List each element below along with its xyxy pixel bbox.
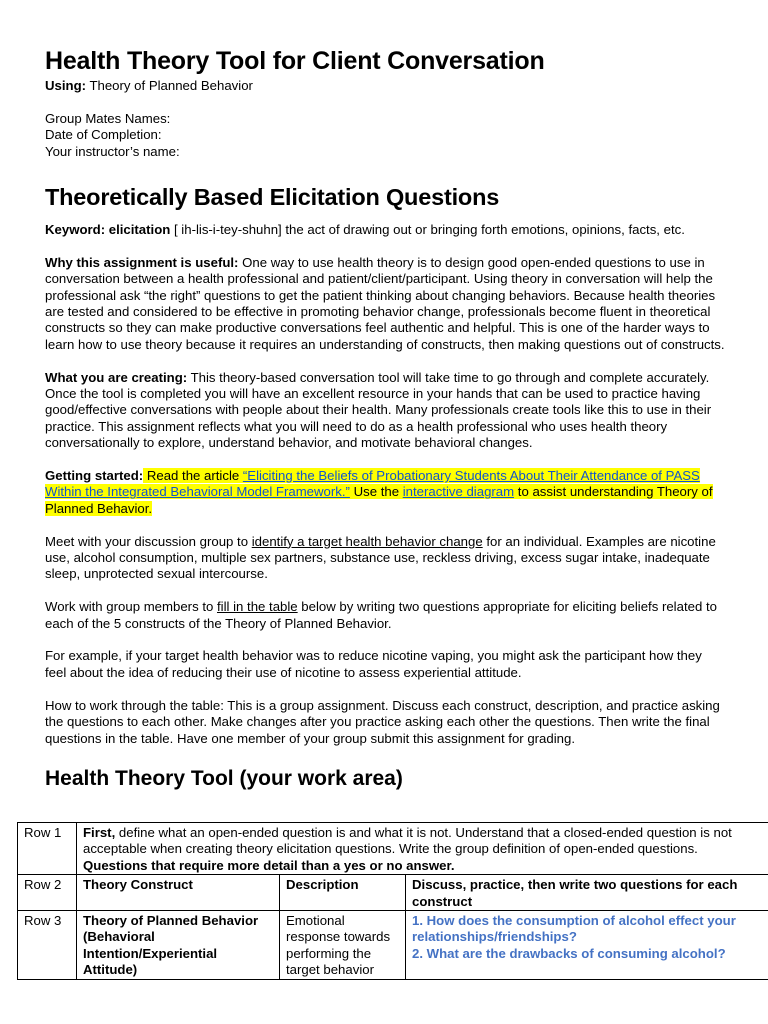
row1-text: define what an open-ended question is and what it is not. Understand that a closed-ended question is not acceptable when creating theory elicitation questions. Write the group definition of open-ended questions. <box>83 825 732 857</box>
section-heading-elicitation: Theoretically Based Elicitation Questions <box>45 184 500 211</box>
why-label: Why this assignment is useful: <box>45 254 239 270</box>
work-pre: Work with group members to <box>45 599 217 615</box>
meet-pre: Meet with your discussion group to <box>45 533 252 549</box>
header-discuss <box>406 875 768 911</box>
work-post: below by writing two questions appropriate for eliciting beliefs related to each of the 5 constructs of the Theory of Planned Behavior. <box>45 599 717 631</box>
howto-paragraph: How to work through the table: This is a group assignment. Discuss each construct, description, and practice asking the questions to each other. Make changes after you practice asking each other the questions. Then write the final questions in the table. Have one member of your group submit this assignment for grading. <box>45 697 720 746</box>
what-paragraph <box>45 370 725 452</box>
question-1: 1. How does the consumption of alcohol effect your relationships/friendships? <box>412 913 736 945</box>
keyword-paragraph <box>45 222 725 238</box>
article-link[interactable]: “Eliciting the Beliefs of Probationary Students About Their Attendance of PASS Within the Integrated Behavioral Model Framework.” <box>45 468 700 500</box>
header-theory-construct <box>77 875 280 911</box>
using-value: Theory of Planned Behavior <box>86 78 253 93</box>
page-title: Health Theory Tool for Client Conversation <box>45 47 545 75</box>
row1-bold-answer: Questions that require more detail than a yes or no answer. <box>83 857 455 873</box>
question-2: 2. What are the drawbacks of consuming alcohol? <box>412 945 726 961</box>
table-row <box>18 823 768 875</box>
meet-post: for an individual. Examples are nicotine use, alcohol consumption, multiple sex partners, substance use, reckless driving, excess sugar intake, inadequate sleep, unprotected sexual intercourse. <box>45 533 716 582</box>
group-mates-label: Group Mates Names: <box>45 110 171 126</box>
getting-started-paragraph <box>45 468 725 517</box>
why-paragraph <box>45 255 725 353</box>
date-completion-label: Date of Completion: <box>45 127 162 143</box>
row-label: Row 3 <box>18 911 77 980</box>
example-paragraph: For example, if your target health behavior was to reduce nicotine vaping, you might ask the participant how they feel about the idea of reducing their use of nicotine to assess experiential attitude. <box>45 648 702 680</box>
getting-label: Getting started: <box>45 468 144 484</box>
table-row <box>18 911 768 980</box>
work-underline: fill in the table <box>217 599 298 615</box>
table-row <box>18 875 768 911</box>
getting-read: Read the article <box>143 468 243 484</box>
health-theory-table <box>17 822 768 980</box>
instructor-label: Your instructor’s name: <box>45 143 180 159</box>
header-description-text: Description <box>286 877 359 893</box>
row1-first: First, <box>83 825 116 840</box>
keyword-label: Keyword: elicitation <box>45 222 171 238</box>
section-heading-work-area: Health Theory Tool (your work area) <box>45 766 403 790</box>
header-theory-construct-text: Theory Construct <box>83 877 193 893</box>
getting-use: Use the <box>349 484 403 500</box>
meet-paragraph <box>45 534 725 583</box>
using-label: Using: <box>45 78 87 93</box>
what-text: This theory-based conversation tool will take time to go through and complete accurately. Once the tool is completed you will have an excellent resource in your hands that can be used to practice having good/effective conversations with people about their health. Many professionals create tools like this to use in their practice. This assignment reflects what you will need to do as a health professional who uses health theory conversationally to explore, understand behavior, and motivate behavioral changes. <box>45 369 712 451</box>
description-cell: Emotional response towards performing the target behavior <box>280 911 406 980</box>
row1-instructions[interactable] <box>77 823 768 875</box>
header-description <box>280 875 406 911</box>
using-line <box>45 78 725 94</box>
construct-cell <box>77 911 280 980</box>
what-label: What you are creating: <box>45 369 188 385</box>
document-page <box>45 44 725 793</box>
keyword-text: [ ih-lis-i-tey-shuhn] the act of drawing out or bringing forth emotions, opinions, facts, etc. <box>170 222 685 238</box>
getting-end: to assist understanding Theory of Planned Behavior. <box>45 484 713 516</box>
interactive-diagram-link[interactable]: interactive diagram <box>402 484 515 500</box>
construct-text: Theory of Planned Behavior (Behavioral Intention/Experiential Attitude) <box>83 913 259 978</box>
row-label: Row 1 <box>18 823 77 875</box>
meet-underline: identify a target health behavior change <box>251 533 483 549</box>
work-paragraph <box>45 599 725 632</box>
row-label: Row 2 <box>18 875 77 911</box>
why-text: One way to use health theory is to design good open-ended questions to use in conversation between a health professional and patient/client/participant. Using theory in conversation will help the professional ask “the right” questions to get the patient thinking about changing behaviors. Because health theories are tested and considered to be effective in promoting behavior change, professionals become fluent in theoretical constructs so they can make productive conversations feel authentic and helpful. This is one of the harder ways to learn how to use theory because it requires an understanding of constructs, then making questions out of constructs. <box>45 254 725 352</box>
questions-cell[interactable] <box>406 911 768 980</box>
header-discuss-text: Discuss, practice, then write two questions for each construct <box>412 877 738 909</box>
